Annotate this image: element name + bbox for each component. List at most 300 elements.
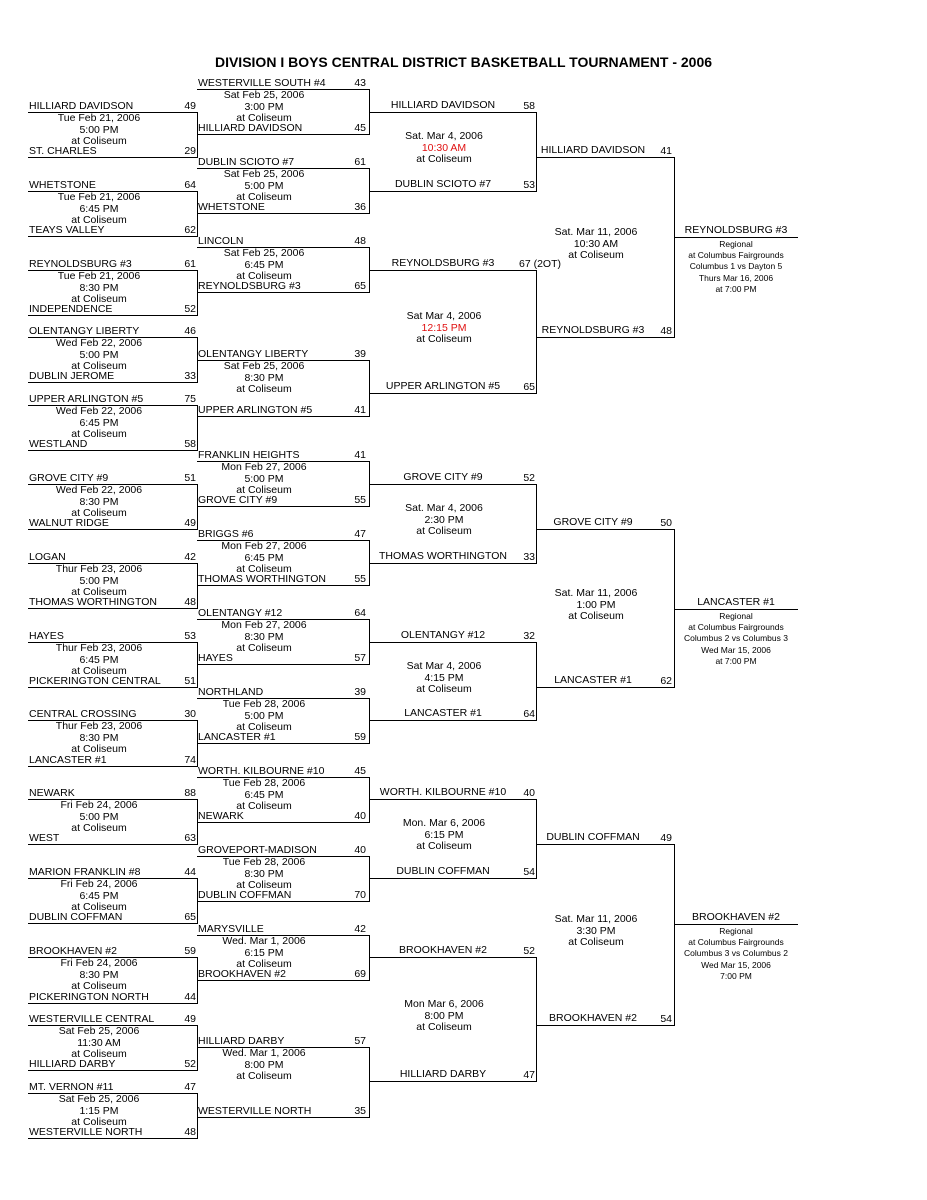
team-name: PICKERINGTON CENTRAL (29, 675, 161, 687)
game-info-line: 12:15 PM (421, 321, 467, 334)
team-name: BRIGGS #6 (198, 528, 254, 540)
game-info-line: at Coliseum (236, 800, 292, 812)
team-name: HAYES (198, 652, 233, 664)
bracket-line (536, 687, 674, 688)
game-info-line: 8:30 PM (79, 731, 119, 744)
game-info-line: Regional (719, 926, 753, 936)
team-name: HILLIARD DAVIDSON (390, 99, 496, 111)
game-info-line: 8:30 PM (244, 630, 284, 643)
team-name: OLENTANGY #12 (400, 629, 486, 641)
game-info-line: at Columbus Fairgrounds (688, 937, 784, 948)
game-info-line: 1:15 PM (79, 1104, 119, 1117)
team-score: 41 (354, 449, 366, 461)
game-info-line: at Columbus Fairgrounds (688, 250, 784, 261)
bracket-line (28, 1138, 197, 1139)
team-score: 65 (523, 381, 535, 393)
game-info-line: at Coliseum (71, 214, 127, 226)
team-score: 36 (354, 201, 366, 213)
team-score: 61 (184, 258, 196, 270)
game-info-line: at Coliseum (236, 879, 292, 891)
bracket-line (536, 529, 674, 530)
team-name: UPPER ARLINGTON #5 (198, 404, 313, 416)
team-name: REYNOLDSBURG #3 (541, 324, 645, 336)
team-score: 58 (184, 438, 196, 450)
bracket-connector (369, 777, 370, 823)
game-info-line: Wed Feb 22, 2006 (55, 337, 143, 349)
team-name: GROVE CITY #9 (553, 516, 633, 528)
bracket-line (369, 393, 536, 394)
game-info-line: at Coliseum (568, 936, 624, 948)
team-name: WESTERVILLE CENTRAL (29, 1013, 155, 1025)
game-info-line: Sat. Mar 4, 2006 (405, 130, 483, 142)
team-score: 67 (2OT) (519, 258, 562, 270)
team-score: 54 (523, 866, 535, 878)
team-name: BROOKHAVEN #2 (198, 968, 286, 980)
team-score: 46 (184, 325, 196, 337)
game-info-line: Sat. Mar 4, 2006 (405, 502, 483, 514)
game-info-line: Sat. Mar 11, 2006 (554, 587, 638, 599)
team-score: 65 (184, 911, 196, 923)
team-score: 64 (523, 708, 535, 720)
game-info-line: 7:00 PM (720, 970, 752, 981)
bracket-line (536, 337, 674, 338)
team-name: HAYES (29, 630, 64, 642)
bracket-line (28, 236, 197, 237)
team-score: 69 (354, 968, 366, 980)
team-name: WALNUT RIDGE (29, 517, 109, 529)
bracket-line (197, 213, 369, 214)
team-score: 47 (523, 1069, 535, 1081)
team-score: 42 (184, 551, 196, 563)
game-info-line: Sat Feb 25, 2006 (223, 89, 305, 101)
team-score: 39 (354, 686, 366, 698)
team-score: 88 (184, 787, 196, 799)
team-name: LOGAN (29, 551, 66, 563)
team-name: CENTRAL CROSSING (29, 708, 137, 720)
game-info-line: at Coliseum (236, 721, 292, 733)
team-name: HILLIARD DARBY (29, 1058, 116, 1070)
team-name: GROVE CITY #9 (198, 494, 278, 506)
game-info (164, 857, 364, 892)
game-info-line: at Coliseum (568, 249, 624, 261)
bracket-line (28, 766, 197, 767)
game-info-line: 5:00 PM (79, 123, 119, 136)
game-info-line: at Coliseum (568, 610, 624, 622)
bracket-line (28, 1003, 197, 1004)
game-info-line: at Coliseum (236, 270, 292, 282)
bracket-line (369, 270, 536, 271)
team-name: LANCASTER #1 (29, 754, 107, 766)
game-info-line: Thurs Mar 16, 2006 (698, 272, 774, 283)
team-score: 41 (660, 145, 672, 157)
game-info-line: Wed Mar 15, 2006 (701, 959, 771, 970)
champion-line (674, 609, 798, 610)
game-info-line: Mon. Mar 6, 2006 (402, 817, 486, 829)
team-score: 40 (523, 787, 535, 799)
team-score: 64 (184, 179, 196, 191)
game-info-line: 4:15 PM (424, 671, 464, 684)
game-info (164, 1048, 364, 1083)
game-info-line: 5:00 PM (79, 348, 119, 361)
team-score: 63 (184, 832, 196, 844)
bracket-line (197, 416, 369, 417)
team-name: REYNOLDSBURG #3 (29, 258, 132, 270)
team-name: MARYSVILLE (198, 923, 264, 935)
bracket-line (197, 1117, 369, 1118)
game-info-line: 5:00 PM (79, 810, 119, 823)
team-score: 75 (184, 393, 196, 405)
game-info-line: Wed Mar 15, 2006 (701, 644, 771, 655)
team-score: 53 (523, 179, 535, 191)
team-score: 65 (354, 280, 366, 292)
bracket-line (197, 901, 369, 902)
game-info-line: Thur Feb 23, 2006 (55, 642, 143, 654)
team-score: 49 (184, 517, 196, 529)
game-info-line: Columbus 3 vs Columbus 2 (684, 948, 788, 959)
bracket-line (28, 608, 197, 609)
team-score: 57 (354, 652, 366, 664)
game-info-line: Tue Feb 21, 2006 (57, 112, 141, 124)
team-score: 45 (354, 765, 366, 777)
game-info-line: at Coliseum (71, 293, 127, 305)
bracket-connector (369, 935, 370, 981)
game-info-line: Wed Feb 22, 2006 (55, 484, 143, 496)
team-score: 39 (354, 348, 366, 360)
team-name: MT. VERNON #11 (29, 1081, 114, 1093)
team-score: 55 (354, 573, 366, 585)
game-info-line: 8:30 PM (244, 371, 284, 384)
game-info-line: at Coliseum (416, 333, 472, 345)
team-score: 44 (184, 866, 196, 878)
team-name: WHETSTONE (29, 179, 96, 191)
game-info-line: at Coliseum (416, 525, 472, 537)
team-score: 62 (660, 675, 672, 687)
team-score: 52 (523, 945, 535, 957)
game-info-line: 5:00 PM (79, 574, 119, 587)
game-info-line: Tue Feb 28, 2006 (222, 777, 306, 789)
team-name: DUBLIN COFFMAN (198, 889, 292, 901)
bracket-line (369, 642, 536, 643)
team-name: REYNOLDSBURG #3 (391, 257, 495, 269)
team-name: WORTH. KILBOURNE #10 (379, 786, 507, 798)
game-info-line: at Coliseum (71, 428, 127, 440)
team-score: 48 (660, 325, 672, 337)
team-score: 53 (184, 630, 196, 642)
team-name: OLENTANGY LIBERTY (198, 348, 309, 360)
team-score: 45 (354, 122, 366, 134)
team-score: 29 (184, 145, 196, 157)
game-info (164, 778, 364, 813)
bracket-line (28, 529, 197, 530)
team-score: 33 (523, 551, 535, 563)
game-info-line: Regional (719, 239, 753, 249)
team-name: LANCASTER #1 (404, 707, 482, 719)
game-info-line: Sat Feb 25, 2006 (223, 360, 305, 372)
team-score: 47 (184, 1081, 196, 1093)
bracket-line (28, 844, 197, 845)
champion-team: REYNOLDSBURG #3 (684, 224, 788, 236)
game-info-line: Sat Feb 25, 2006 (223, 168, 305, 180)
game-info-line: at Coliseum (71, 1116, 127, 1128)
team-name: WESTERVILLE NORTH (198, 1105, 312, 1117)
game-info-line: at Coliseum (71, 360, 127, 372)
bracket-connector (369, 698, 370, 744)
game-info-line: at Coliseum (71, 135, 127, 147)
team-score: 58 (523, 100, 535, 112)
game-info-line: 6:45 PM (79, 202, 119, 215)
game-info-line: Tue Feb 28, 2006 (222, 856, 306, 868)
team-name: LANCASTER #1 (554, 674, 632, 686)
champion-line (674, 237, 798, 238)
game-info-line: at 7:00 PM (715, 655, 757, 666)
game-info-line: Thur Feb 23, 2006 (55, 563, 143, 575)
team-name: HILLIARD DARBY (198, 1035, 285, 1047)
bracket-line (536, 1025, 674, 1026)
game-info-line: Sat Feb 25, 2006 (58, 1025, 140, 1037)
game-info-line: Mon Feb 27, 2006 (221, 461, 307, 473)
game-info-line: at Coliseum (416, 1021, 472, 1033)
game-info (164, 90, 364, 125)
game-info-line: at Coliseum (416, 153, 472, 165)
bracket-line (369, 191, 536, 192)
team-score: 48 (354, 235, 366, 247)
game-info-line: 6:45 PM (79, 889, 119, 902)
bracket-line (536, 844, 674, 845)
game-info-line: 6:45 PM (79, 416, 119, 429)
game-info (164, 169, 364, 204)
team-name: NEWARK (198, 810, 244, 822)
game-info-line: 8:30 PM (244, 867, 284, 880)
game-info-line: at Coliseum (71, 901, 127, 913)
game-info-line: at Coliseum (236, 642, 292, 654)
team-name: THOMAS WORTHINGTON (198, 573, 326, 585)
game-info-line: at Coliseum (236, 563, 292, 575)
team-score: 55 (354, 494, 366, 506)
team-name: DUBLIN COFFMAN (396, 865, 490, 877)
team-name: BROOKHAVEN #2 (399, 944, 487, 956)
team-name: GROVE CITY #9 (403, 471, 483, 483)
team-score: 64 (354, 607, 366, 619)
game-info-line: 6:45 PM (244, 788, 284, 801)
team-name: UPPER ARLINGTON #5 (29, 393, 144, 405)
game-info-line: at Coliseum (71, 743, 127, 755)
game-info-line: at Coliseum (71, 1048, 127, 1060)
game-info-line: Wed Feb 22, 2006 (55, 405, 143, 417)
team-name: BROOKHAVEN #2 (29, 945, 117, 957)
team-name: DUBLIN SCIOTO #7 (198, 156, 295, 168)
game-info-line: at Columbus Fairgrounds (688, 622, 784, 633)
game-info-line: 8:00 PM (424, 1009, 464, 1022)
team-score: 62 (184, 224, 196, 236)
team-name: WORTH. KILBOURNE #10 (198, 765, 325, 777)
game-info (0, 406, 199, 441)
team-name: WESTLAND (29, 438, 88, 450)
page-title: DIVISION I BOYS CENTRAL DISTRICT BASKETBALL TOURNAMENT - 2006 (214, 54, 713, 70)
bracket-connector (369, 1047, 370, 1118)
game-info-line: at Coliseum (236, 383, 292, 395)
game-info (164, 936, 364, 971)
bracket-line (369, 1081, 536, 1082)
bracket-line (197, 292, 369, 293)
bracket-line (369, 112, 536, 113)
game-info-line: 10:30 AM (573, 237, 619, 250)
game-info-line: Fri Feb 24, 2006 (60, 878, 138, 890)
team-score: 49 (184, 1013, 196, 1025)
game-info-line: at Coliseum (236, 958, 292, 970)
bracket-line (369, 799, 536, 800)
bracket-line (369, 563, 536, 564)
bracket-line (369, 878, 536, 879)
champion-line (674, 924, 798, 925)
team-name: GROVEPORT-MADISON (198, 844, 317, 856)
team-score: 40 (354, 844, 366, 856)
bracket-line (369, 720, 536, 721)
team-score: 50 (660, 517, 672, 529)
game-info (164, 361, 364, 396)
team-score: 54 (660, 1013, 672, 1025)
team-name: OLENTANGY LIBERTY (29, 325, 140, 337)
game-info-line: 6:45 PM (79, 653, 119, 666)
game-info-line: at Coliseum (236, 191, 292, 203)
regional-info (636, 926, 836, 982)
team-name: THOMAS WORTHINGTON (29, 596, 157, 608)
game-info-line: at Coliseum (71, 586, 127, 598)
game-info-line: 6:15 PM (424, 828, 464, 841)
team-name: NORTHLAND (198, 686, 264, 698)
game-info-line: Tue Feb 21, 2006 (57, 191, 141, 203)
team-score: 32 (523, 630, 535, 642)
champion-team: LANCASTER #1 (697, 596, 775, 608)
team-name: MARION FRANKLIN #8 (29, 866, 141, 878)
game-info-line: Sat Mar 4, 2006 (406, 310, 482, 322)
game-info-line: Columbus 1 vs Dayton 5 (689, 261, 783, 272)
game-info-line: Tue Feb 21, 2006 (57, 270, 141, 282)
bracket-line (28, 450, 197, 451)
team-score: 49 (184, 100, 196, 112)
team-name: BROOKHAVEN #2 (549, 1012, 637, 1024)
team-name: INDEPENDENCE (29, 303, 113, 315)
game-info-line: Fri Feb 24, 2006 (60, 799, 138, 811)
game-info-line: Sat. Mar 11, 2006 (554, 913, 638, 925)
game-info-line: Sat Feb 25, 2006 (58, 1093, 140, 1105)
team-name: HILLIARD DAVIDSON (540, 144, 646, 156)
game-info (164, 462, 364, 497)
game-info-line: at Coliseum (236, 484, 292, 496)
team-name: HILLIARD DARBY (399, 1068, 487, 1080)
bracket-line (28, 157, 197, 158)
game-info-line: Fri Feb 24, 2006 (60, 957, 138, 969)
game-info-line: at Coliseum (236, 112, 292, 124)
team-name: THOMAS WORTHINGTON (379, 550, 507, 562)
bracket-line (197, 743, 369, 744)
game-info-line: 5:00 PM (244, 472, 284, 485)
team-score: 48 (184, 1126, 196, 1138)
team-name: HILLIARD DAVIDSON (198, 122, 303, 134)
game-info-line: at Coliseum (416, 840, 472, 852)
game-info-line: 5:00 PM (244, 179, 284, 192)
team-score: 51 (184, 472, 196, 484)
game-info (164, 699, 364, 734)
team-score: 74 (184, 754, 196, 766)
team-name: REYNOLDSBURG #3 (198, 280, 301, 292)
bracket-connector (369, 856, 370, 902)
team-score: 47 (354, 528, 366, 540)
game-info-line: Sat. Mar 11, 2006 (554, 226, 638, 238)
team-score: 61 (354, 156, 366, 168)
team-score: 70 (354, 889, 366, 901)
game-info-line: 6:15 PM (244, 946, 284, 959)
team-name: TEAYS VALLEY (29, 224, 105, 236)
game-info-line: at Coliseum (71, 822, 127, 834)
team-name: DUBLIN SCIOTO #7 (394, 178, 492, 190)
team-score: 51 (184, 675, 196, 687)
team-name: GROVE CITY #9 (29, 472, 109, 484)
team-score: 59 (354, 731, 366, 743)
game-info-line: 6:45 PM (244, 551, 284, 564)
team-score: 44 (184, 991, 196, 1003)
regional-info (636, 239, 836, 295)
team-score: 57 (354, 1035, 366, 1047)
game-info-line: Sat Mar 4, 2006 (406, 660, 482, 672)
team-score: 30 (184, 708, 196, 720)
champion-team: BROOKHAVEN #2 (692, 911, 780, 923)
game-info-line: Tue Feb 28, 2006 (222, 698, 306, 710)
regional-info (636, 611, 836, 667)
team-score: 49 (660, 832, 672, 844)
game-info (164, 620, 364, 655)
game-info-line: 3:30 PM (576, 924, 616, 937)
game-info (164, 541, 364, 576)
bracket-line (28, 923, 197, 924)
team-name: LINCOLN (198, 235, 244, 247)
team-score: 59 (184, 945, 196, 957)
team-name: DUBLIN COFFMAN (546, 831, 640, 843)
game-info-line: at Coliseum (236, 1070, 292, 1082)
bracket-line (536, 157, 674, 158)
game-info-line: at Coliseum (71, 665, 127, 677)
bracket-line (369, 484, 536, 485)
team-name: WESTERVILLE SOUTH #4 (198, 77, 326, 89)
game-info-line: 1:00 PM (576, 598, 616, 611)
team-name: DUBLIN JEROME (29, 370, 115, 382)
game-info-line: Sat Feb 25, 2006 (223, 247, 305, 259)
team-score: 52 (184, 303, 196, 315)
game-info-line: 8:30 PM (79, 281, 119, 294)
game-info-line: Thur Feb 23, 2006 (55, 720, 143, 732)
game-info-line: 5:00 PM (244, 709, 284, 722)
game-info-line: at Coliseum (416, 683, 472, 695)
team-name: FRANKLIN HEIGHTS (198, 449, 300, 461)
game-info-line: at Coliseum (71, 507, 127, 519)
team-name: ST. CHARLES (29, 145, 97, 157)
team-score: 33 (184, 370, 196, 382)
team-name: WHETSTONE (198, 201, 265, 213)
game-info-line: 8:30 PM (79, 968, 119, 981)
team-name: PICKERINGTON NORTH (29, 991, 149, 1003)
bracket-line (197, 980, 369, 981)
team-name: HILLIARD DAVIDSON (29, 100, 134, 112)
team-score: 35 (354, 1105, 366, 1117)
team-score: 52 (523, 472, 535, 484)
team-score: 43 (354, 77, 366, 89)
bracket-line (369, 957, 536, 958)
bracket-line (197, 585, 369, 586)
game-info-line: Mon Feb 27, 2006 (221, 619, 307, 631)
game-info-line: Mon Mar 6, 2006 (404, 998, 484, 1010)
team-name: LANCASTER #1 (198, 731, 276, 743)
game-info-line: Wed. Mar 1, 2006 (222, 1047, 306, 1059)
game-info-line: 3:00 PM (244, 100, 284, 113)
